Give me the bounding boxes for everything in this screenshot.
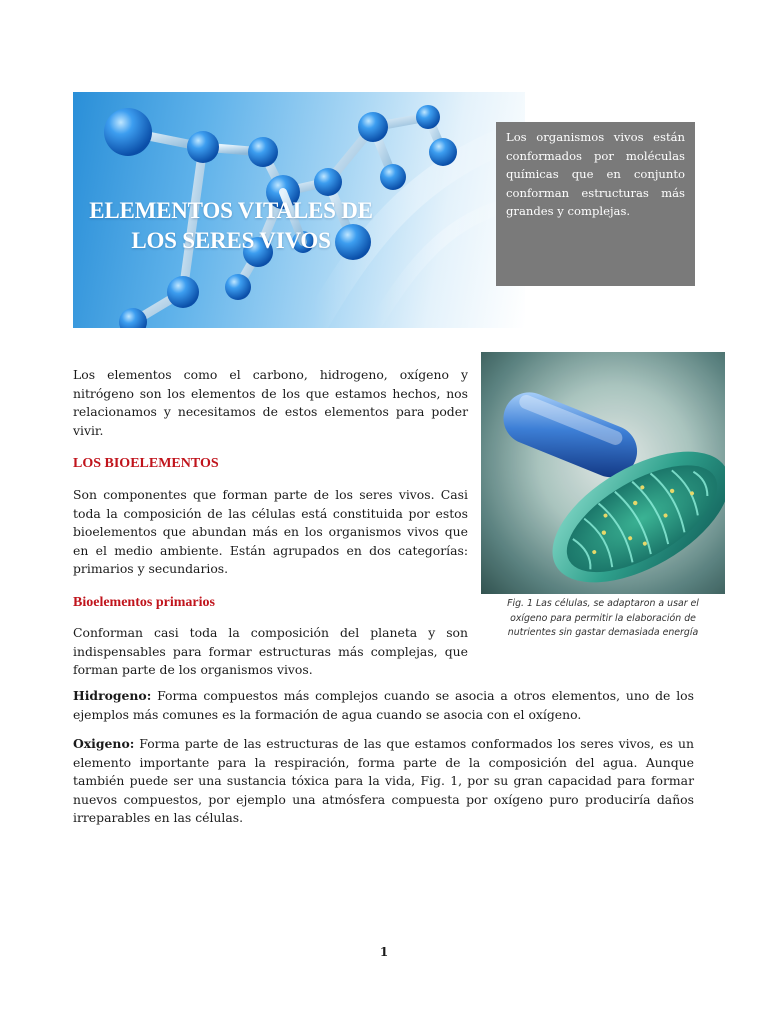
intro-paragraph: Los elementos como el carbono, hidrogeno, oxígeno y nitrógeno son los elementos de los que estamos hechos, nos relacionamos y necesitamos de estos elementos para poder vivir. bbox=[73, 367, 468, 438]
hidrogeno-term: Hidrogeno: bbox=[73, 688, 152, 703]
oxigeno-block bbox=[73, 735, 694, 828]
bioelementos-paragraph: Son componentes que forman parte de los seres vivos. Casi toda la composición de las células está constituida por estos bioelementos que abundan más en los organismos vivos que en el medio ambiente. Están agrupados en dos categorías: primarios y secundarios. bbox=[73, 487, 468, 576]
bioelementos-block bbox=[73, 486, 468, 579]
hidrogeno-block bbox=[73, 687, 694, 724]
intro-paragraph-block bbox=[73, 366, 468, 440]
primarios-block bbox=[73, 624, 468, 680]
oxigeno-text: Forma parte de las estructuras de las que estamos conformados los seres vivos, es un elemento importante para la respiración, forma parte de la composición del agua. Aunque también puede ser una sustancia tóxica para la vida, Fig. 1, por su gran capacidad para formar nuevos compuestos, por ejemplo una atmósfera compuesta por oxígeno puro produciría daños irreparables en las células. bbox=[73, 736, 694, 825]
section-heading-bioelementos: LOS BIOELEMENTOS bbox=[73, 456, 219, 471]
title-banner bbox=[73, 92, 525, 328]
section-heading-primarios: Bioelementos primarios bbox=[73, 595, 215, 610]
title-line-1: ELEMENTOS VITALES DE bbox=[89, 198, 373, 223]
summary-box bbox=[496, 122, 695, 286]
oxigeno-term: Oxigeno: bbox=[73, 736, 135, 751]
primarios-paragraph: Conforman casi toda la composición del planeta y son indispensables para formar estructuras más complejas, que forman parte de los organismos vivos. bbox=[73, 625, 468, 677]
caption-label: Fig. 1 bbox=[507, 598, 533, 609]
page-title bbox=[73, 196, 389, 256]
caption-text: Las células, se adaptaron a usar el oxígeno para permitir la elaboración de nutrientes sin gastar demasiada energía bbox=[507, 598, 699, 638]
summary-text: Los organismos vivos están conformados por moléculas químicas que en conjunto conforman estructuras más grandes y complejas. bbox=[506, 130, 685, 218]
page-number: 1 bbox=[379, 945, 389, 959]
hidrogeno-text: Forma compuestos más complejos cuando se asocia a otros elementos, uno de los ejemplos más comunes es la formación de agua cuando se asocia con el oxígeno. bbox=[73, 688, 694, 722]
figure-caption bbox=[497, 597, 709, 641]
oxigeno-paragraph bbox=[73, 735, 694, 828]
hidrogeno-paragraph bbox=[73, 687, 694, 724]
mitochondria-illustration bbox=[481, 352, 725, 594]
figure-image bbox=[481, 352, 725, 594]
title-line-2: LOS SERES VIVOS bbox=[131, 228, 331, 253]
